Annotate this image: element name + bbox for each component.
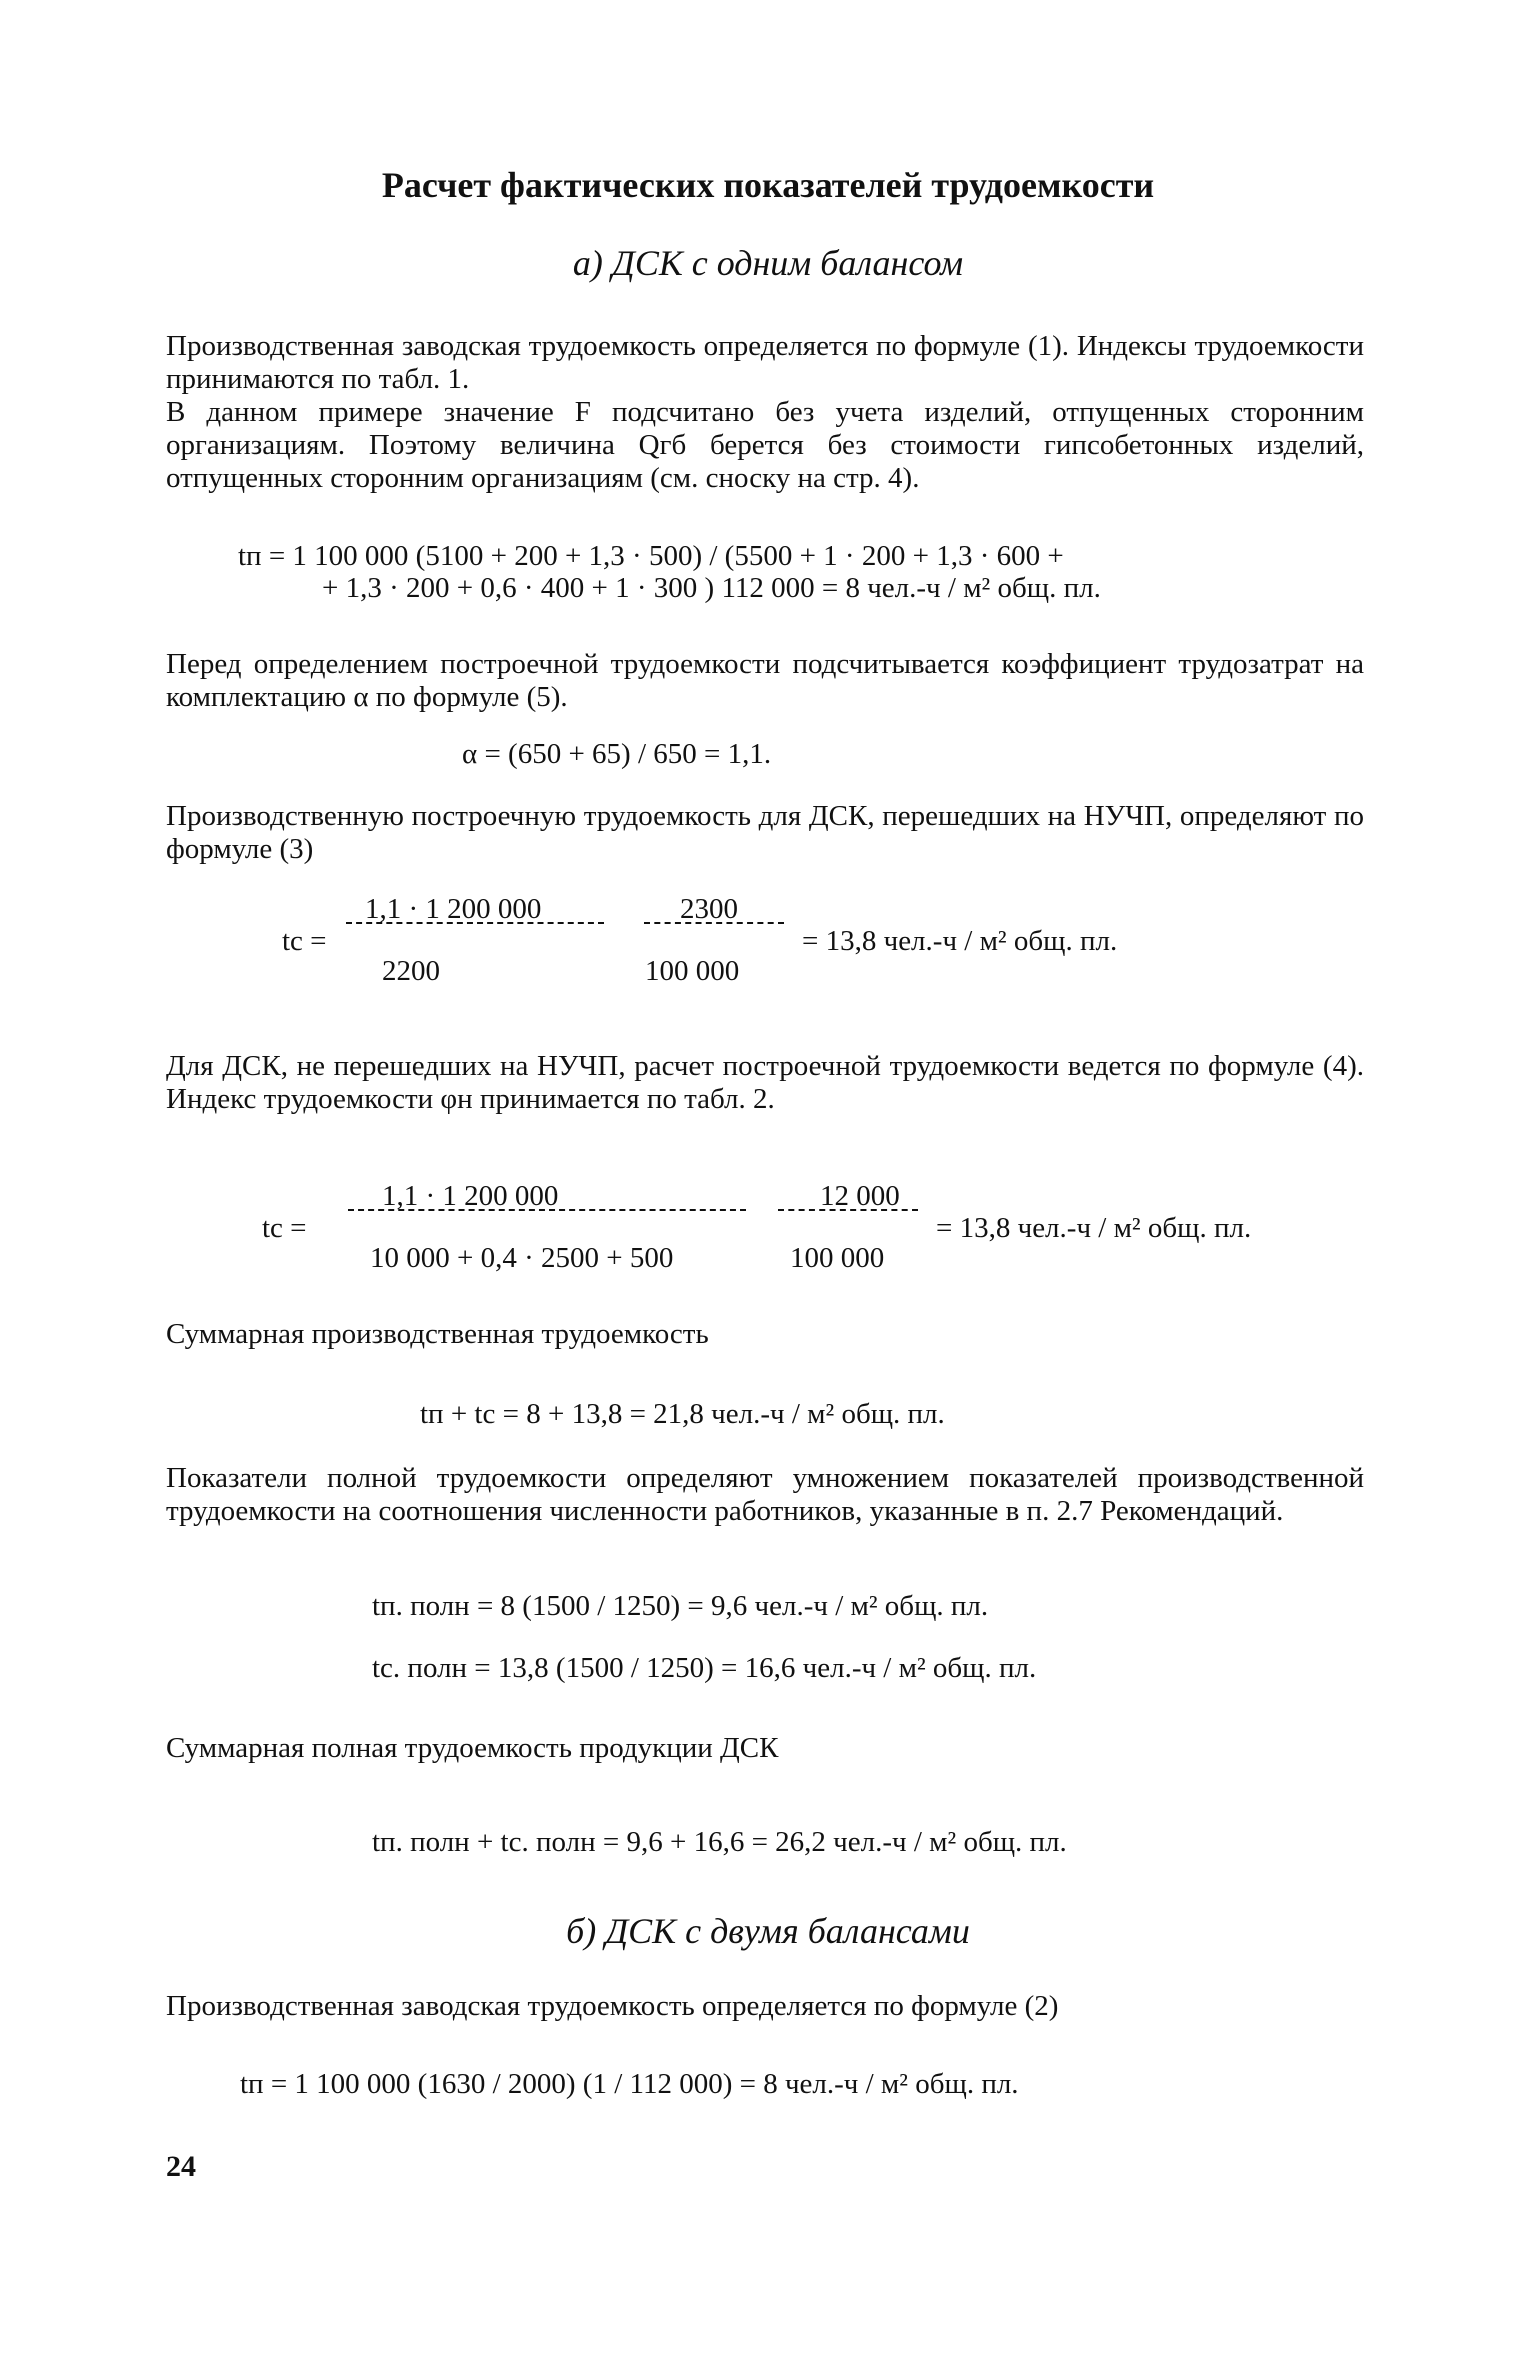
formula-lhs: tс = xyxy=(282,925,327,957)
formula-tp-full: tп. полн = 8 (1500 / 1250) = 9,6 чел.-ч / м² общ. пл. xyxy=(372,1590,989,1622)
page-number: 24 xyxy=(166,2150,196,2183)
paragraph-f-value-note: В данном примере значение F подсчитано без учета изделий, отпущенных сторонним организациям. Поэтому величина Qгб берется без стоимости гипсобетонных изделий, отпущенных сторонним организациям (см. сноску на стр. 4). xyxy=(166,396,1364,494)
fraction-1-numerator: 1,1 · 1 200 000 xyxy=(365,893,542,925)
fraction-2-numerator: 12 000 xyxy=(820,1180,900,1212)
paragraph-total-production-intro: Суммарная производственная трудоемкость xyxy=(166,1318,709,1350)
section-b-heading: б) ДСК с двумя балансами xyxy=(566,1911,970,1951)
formula-tc-full: tс. полн = 13,8 (1500 / 1250) = 16,6 чел.-ч / м² общ. пл. xyxy=(372,1652,1037,1684)
fraction-2-denominator: 100 000 xyxy=(645,955,740,987)
fraction-2-numerator: 2300 xyxy=(680,893,738,925)
formula-lhs: tс = xyxy=(262,1212,307,1244)
fraction-1-bar xyxy=(348,1209,746,1211)
fraction-1-bar xyxy=(346,922,604,924)
paragraph-alpha-intro: Перед определением построечной трудоемкости подсчитывается коэффициент трудозатрат на комплектацию α по формуле (5). xyxy=(166,648,1364,713)
paragraph-total-full-intro: Суммарная полная трудоемкость продукции ДСК xyxy=(166,1732,779,1764)
paragraph-formula-4-intro: Для ДСК, не перешедших на НУЧП, расчет построечной трудоемкости ведется по формуле (4). Индекс трудоемкости φн принимается по табл. 2. xyxy=(166,1050,1364,1115)
formula-tp-line2: + 1,3 · 200 + 0,6 · 400 + 1 · 300 ) 112 000 = 8 чел.-ч / м² общ. пл. xyxy=(322,572,1101,604)
paragraph-formula-1-intro: Производственная заводская трудоемкость определяется по формуле (1). Индексы трудоемкости принимаются по табл. 1. xyxy=(166,330,1364,395)
formula-result: = 13,8 чел.-ч / м² общ. пл. xyxy=(802,925,1118,957)
formula-result: = 13,8 чел.-ч / м² общ. пл. xyxy=(936,1212,1252,1244)
fraction-2-bar xyxy=(644,922,784,924)
formula-total-full: tп. полн + tс. полн = 9,6 + 16,6 = 26,2 чел.-ч / м² общ. пл. xyxy=(372,1826,1067,1858)
fraction-1-denominator: 10 000 + 0,4 · 2500 + 500 xyxy=(370,1242,674,1274)
fraction-1-numerator: 1,1 · 1 200 000 xyxy=(382,1180,559,1212)
page-title: Расчет фактических показателей трудоемкости xyxy=(381,165,1155,205)
formula-total-production: tп + tс = 8 + 13,8 = 21,8 чел.-ч / м² общ. пл. xyxy=(420,1398,945,1430)
formula-tp-two-balances: tп = 1 100 000 (1630 / 2000) (1 / 112 000) = 8 чел.-ч / м² общ. пл. xyxy=(240,2068,1019,2100)
formula-alpha: α = (650 + 65) / 650 = 1,1. xyxy=(462,738,772,770)
paragraph-formula-3-intro: Производственную построечную трудоемкость для ДСК, перешедших на НУЧП, определяют по формуле (3) xyxy=(166,800,1364,865)
section-a-heading: а) ДСК с одним балансом xyxy=(572,243,964,283)
fraction-2-bar xyxy=(778,1209,918,1211)
paragraph-formula-2-intro: Производственная заводская трудоемкость определяется по формуле (2) xyxy=(166,1990,1059,2022)
paragraph-full-labor-intro: Показатели полной трудоемкости определяют умножением показателей производственной трудоемкости на соотношения численности работников, указанные в п. 2.7 Рекомендаций. xyxy=(166,1462,1364,1527)
formula-tp-line1: tп = 1 100 000 (5100 + 200 + 1,3 · 500) / (5500 + 1 · 200 + 1,3 · 600 + xyxy=(238,540,1064,572)
fraction-1-denominator: 2200 xyxy=(382,955,440,987)
fraction-2-denominator: 100 000 xyxy=(790,1242,885,1274)
